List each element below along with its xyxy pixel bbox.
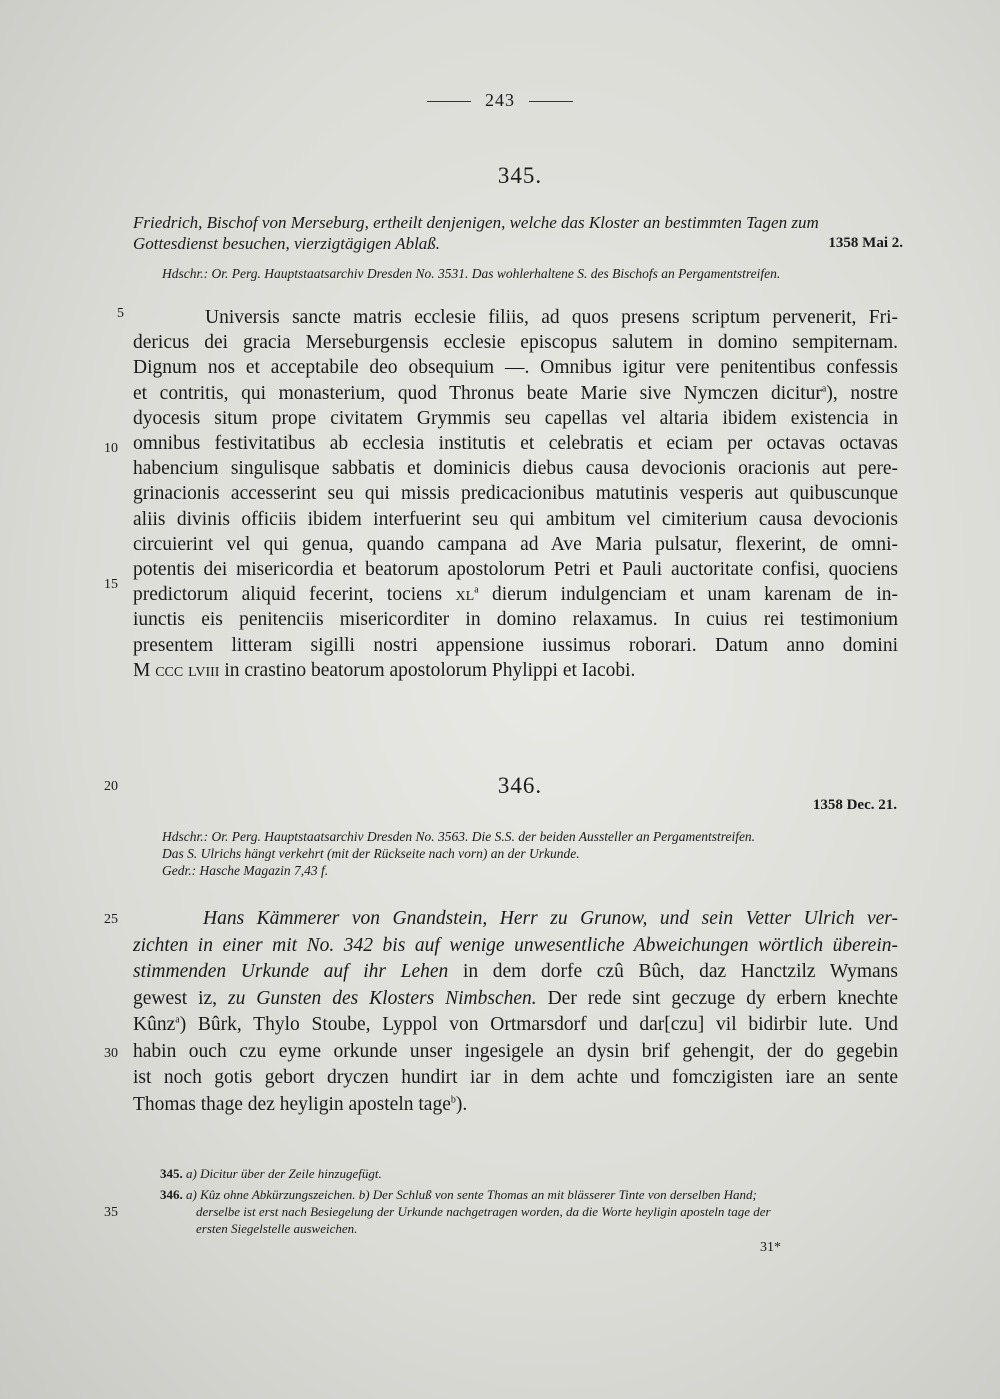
footnote-text: ersten Siegelstelle ausweichen. (196, 1221, 358, 1236)
footnote-346 (160, 1186, 905, 1203)
footnote-text: a) Kûz ohne Abkürzungszeichen. b) Der Schluß von sente Thomas an mit blässerer Tinte von derselben Hand; (186, 1187, 757, 1202)
text-segment: ) Bûrk, Thylo Stoube, Lyppol von Ortmarsdorf und dar[czu] vil bidirbir lute. Und (179, 1014, 898, 1035)
footnote-text: derselbe ist erst nach Besiegelung der Urkunde nachgetragen worden, da die Worte heyligin aposteln tage der (196, 1204, 771, 1219)
text-segment: Der rede sint geczuge dy erbern knechte (547, 987, 899, 1009)
text-line-4 (133, 381, 898, 406)
text-line: habencium singulisque sabbatis et dominicis diebus causa devocionis oracionis aut pere- (133, 458, 898, 480)
text-segment: predictorum aliquid fecerint, tociens (133, 584, 443, 606)
source-line: Gedr.: Hasche Magazin 7,43 f. (162, 863, 329, 878)
text-segment: Kûnz (133, 1014, 176, 1035)
line-number: 30 (104, 1046, 118, 1061)
text-line-5 (133, 1012, 898, 1039)
line-number: 35 (104, 1205, 118, 1220)
line-number: 5 (117, 306, 124, 321)
footnote-text: a) Dicitur über der Zeile hinzugefügt. (186, 1166, 382, 1181)
signature-mark: 31* (760, 1240, 781, 1255)
superscript: a (474, 584, 479, 596)
doc-345-regest (133, 212, 903, 254)
text-line-8 (133, 1092, 898, 1119)
header-rule-right (529, 101, 573, 102)
text-segment: ). (455, 1093, 468, 1115)
doc-346-text (133, 906, 898, 1118)
text-line: ist noch gotis gebort dryczen hundirt iar in dem achte und fomczigisten iare an sente (133, 1067, 898, 1088)
line-number: 15 (104, 577, 118, 592)
text-line: circuierint vel qui genua, quando campana ad Ave Maria pulsatur, flexerint, de omni- (133, 533, 898, 555)
doc-346-date: 1358 Dec. 21. (812, 797, 897, 813)
text-line-12 (133, 582, 898, 607)
roman-date: M ccc lviii (133, 659, 220, 681)
doc-345-date: 1358 Mai 2. (828, 235, 903, 251)
text-line-4 (133, 986, 898, 1013)
regest-line-1: Friedrich, Bischof von Merseburg, ertheilt denjenigen, welche das Kloster an bestimmten Tagen zum (133, 213, 819, 232)
doc-345-number: 345. (497, 163, 543, 188)
source-line: Hdschr.: Or. Perg. Hauptstaatsarchiv Dresden No. 3563. Die S.S. der beiden Aussteller an Pergamentstreifen. (162, 829, 756, 844)
text-segment: in dem dorfe czû Bûch, daz Hanctzilz Wymans (462, 961, 899, 982)
doc-345-source: Hdschr.: Or. Perg. Hauptstaatsarchiv Dresden No. 3531. Das wohlerhaltene S. des Bischofs an Pergamentstreifen. (162, 266, 781, 281)
text-line: dyocesis situm prope civitatem Grymmis seu capellas vel altaria ibidem existencia in (133, 407, 898, 429)
line-number: 10 (104, 441, 118, 456)
header-rule-left (427, 101, 471, 102)
text-line: omnibus festivitatibus ab ecclesia institutis et celebratis et eciam per octavas octavas (133, 433, 898, 455)
footnote-mark: a (175, 1014, 180, 1026)
regest-line-2-wrap (133, 233, 903, 254)
text-line: potentis dei misericordia et beatorum apostolorum Petri et Pauli auctoritate confisi, quociens (133, 559, 898, 581)
text-line: dericus dei gracia Merseburgensis ecclesie episcopus salutem in domino sempiternam. (133, 332, 898, 354)
footnote-345 (160, 1165, 905, 1182)
text-segment: et contritis, qui monasterium, quod Thronus beate Marie sive Nymczen dicitur (133, 382, 822, 404)
page-header (0, 90, 1000, 111)
text-line: Dignum nos et acceptabile deo obsequium —. Omnibus igitur vere penitentibus confessis (133, 357, 898, 379)
footnote-number: 345. (160, 1166, 183, 1181)
text-segment: dierum indulgenciam et unam karenam de in- (492, 584, 899, 606)
line-number: 25 (104, 912, 118, 927)
regest-line-2: Gottesdienst besuchen, vierzigtägigen Ablaß. (133, 234, 441, 253)
doc-346-source (162, 828, 907, 879)
source-line: Das S. Ulrichs hängt verkehrt (mit der Rückseite nach vorn) an der Urkunde. (162, 846, 580, 861)
text-segment: in crastino beatorum apostolorum Phylippi et Iacobi. (224, 659, 636, 681)
regest-line: Hans Kämmerer von Gnandstein, Herr zu Grunow, und sein Vetter Ulrich ver- (203, 908, 898, 929)
text-segment: zu Gunsten des Klosters Nimbschen. (228, 987, 537, 1009)
footnote-number: 346. (160, 1187, 183, 1202)
doc-346-number: 346. (497, 773, 543, 798)
text-line: Universis sancte matris ecclesie filiis, ad quos presens scriptum pervenerit, Fri- (205, 307, 898, 328)
text-line: iunctis eis penitenciis misericorditer in domino relaxamus. In cuius rei testimonium (133, 609, 898, 631)
text-line: aliis divinis officiis ibidem interfuerint seu qui ambitum vel cimiterium causa devocionis (133, 508, 898, 530)
page-number: 243 (485, 90, 515, 110)
text-line: grinacionis accesserint seu qui missis predicacionibus matutinis vesperis aut quibuscunque (133, 483, 898, 505)
text-line: presentem litteram sigilli nostri appensione iussimus roborari. Datum anno domini (133, 634, 898, 656)
text-line-3 (133, 959, 898, 986)
text-segment: ), nostre (826, 382, 898, 404)
roman-numeral: xl (455, 584, 475, 606)
footnotes (160, 1165, 905, 1237)
text-segment: Thomas thage dez heyligin aposteln tage (133, 1093, 451, 1115)
line-number: 20 (104, 779, 118, 794)
text-segment: gewest iz, (133, 987, 218, 1009)
text-line-15 (133, 658, 898, 683)
footnote-mark: b (450, 1094, 456, 1105)
text-segment: stimmenden Urkunde auf ihr Lehen (133, 961, 449, 982)
footnote-mark: a (821, 383, 827, 395)
regest-line: zichten in einer mit No. 342 bis auf wenige unwesentliche Abweichungen wörtlich überein- (133, 934, 898, 956)
text-line: habin ouch czu eyme orkunde unser ingesigele an dysin brif gehengit, der do gegebin (133, 1040, 898, 1062)
doc-345-text (133, 305, 898, 683)
